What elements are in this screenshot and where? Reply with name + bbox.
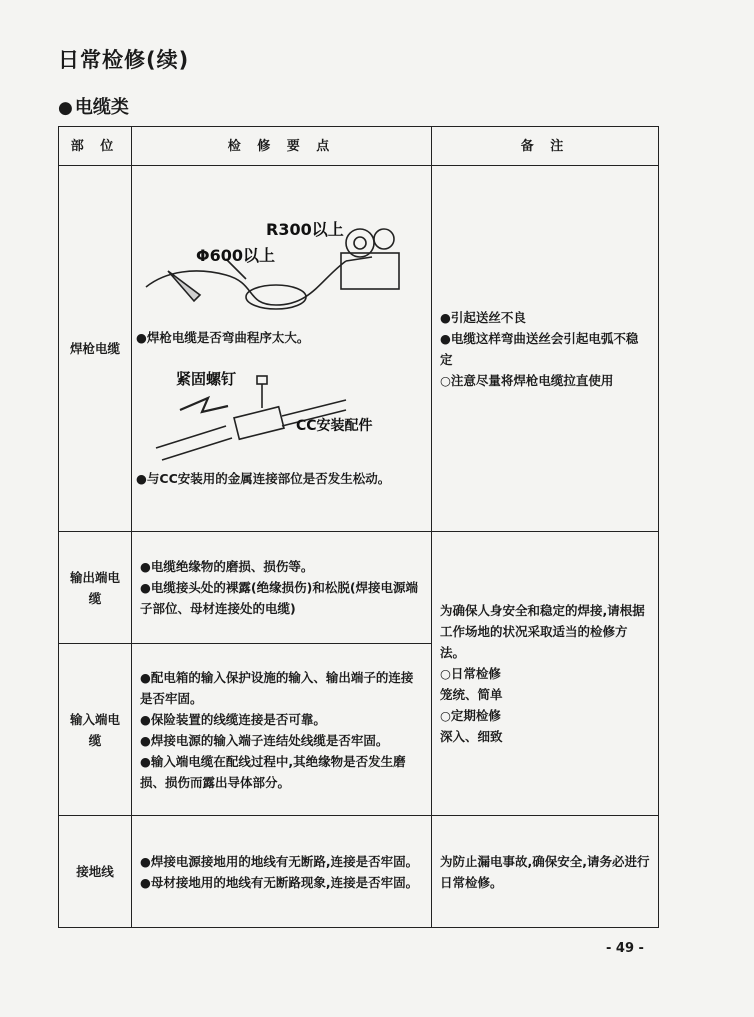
- page-number: - 49 -: [606, 941, 644, 956]
- header-part: 部 位: [59, 127, 132, 166]
- point-line: ●焊枪电缆是否弯曲程序太大。: [136, 329, 310, 345]
- section-title: [58, 93, 129, 119]
- phi600-label: Φ600以上: [196, 245, 276, 265]
- section-bullet: ●: [58, 98, 73, 118]
- page-title: 日常检修(续): [58, 48, 190, 72]
- table-row: [59, 532, 659, 644]
- header-points: 检 修 要 点: [132, 127, 432, 166]
- table-row: [59, 166, 659, 532]
- part-cell: 输入端电缆: [59, 644, 132, 816]
- screw-label: 紧固螺钉: [176, 369, 237, 388]
- part-cell: 输出端电缆: [59, 532, 132, 644]
- note-line: 深入、细致: [440, 729, 503, 744]
- part-cell: 焊枪电缆: [59, 166, 132, 532]
- point-line: ●焊接电源的输入端子连结处线缆是否牢固。: [140, 732, 389, 748]
- points-cell: [132, 166, 432, 532]
- point-line: ●焊接电源接地用的地线有无断路,连接是否牢固。: [140, 853, 419, 869]
- shared-notes-cell: [432, 532, 659, 816]
- points-cell: [132, 644, 432, 816]
- bent-gun-cable-figure: [136, 209, 426, 327]
- point-line: ●电缆绝缘物的磨损、损伤等。: [140, 559, 314, 574]
- note-line: 为防止漏电事故,确保安全,请务必进行日常检修。: [440, 853, 650, 890]
- point-line: ●电缆接头处的裸露(绝缘损伤)和松脱(焊接电源端子部位、母材连接处的电缆): [140, 580, 419, 616]
- note-line: 笼统、简单: [440, 687, 503, 702]
- points-cell: [132, 816, 432, 928]
- inspection-table: [58, 126, 659, 928]
- note-line: 为确保人身安全和稳定的焊接,请根据工作场地的状况采取适当的检修方法。: [440, 603, 645, 660]
- point-line: ●配电箱的输入保护设施的输入、输出端子的连接是否牢固。: [140, 669, 414, 706]
- note-line: ○日常检修: [440, 666, 501, 681]
- note-line: ●电缆这样弯曲送丝会引起电弧不稳定: [440, 330, 639, 367]
- part-cell: 接地线: [59, 816, 132, 928]
- section-title-text: 电缆类: [74, 97, 129, 118]
- table-row: [59, 816, 659, 928]
- cc-fitting-figure: [136, 348, 426, 468]
- point-line: ●保险装置的线缆连接是否可靠。: [140, 711, 326, 727]
- table-header-row: [59, 127, 659, 166]
- notes-cell: [432, 816, 659, 928]
- note-line: ●引起送丝不良: [440, 309, 526, 325]
- note-line: ○定期检修: [440, 708, 501, 723]
- notes-cell: [432, 166, 659, 532]
- point-line: ●输入端电缆在配线过程中,其绝缘物是否发生磨损、损伤而露出导体部分。: [140, 753, 406, 790]
- r300-label: R300以上: [266, 219, 344, 239]
- header-notes: 备 注: [432, 127, 659, 166]
- fitting-label: CC安装配件: [296, 417, 373, 434]
- point-line: ●与CC安装用的金属连接部位是否发生松动。: [136, 470, 391, 486]
- point-line: ●母材接地用的地线有无断路现象,连接是否牢固。: [140, 874, 419, 890]
- note-line: ○注意尽量将焊枪电缆拉直使用: [440, 372, 614, 388]
- points-cell: [132, 532, 432, 644]
